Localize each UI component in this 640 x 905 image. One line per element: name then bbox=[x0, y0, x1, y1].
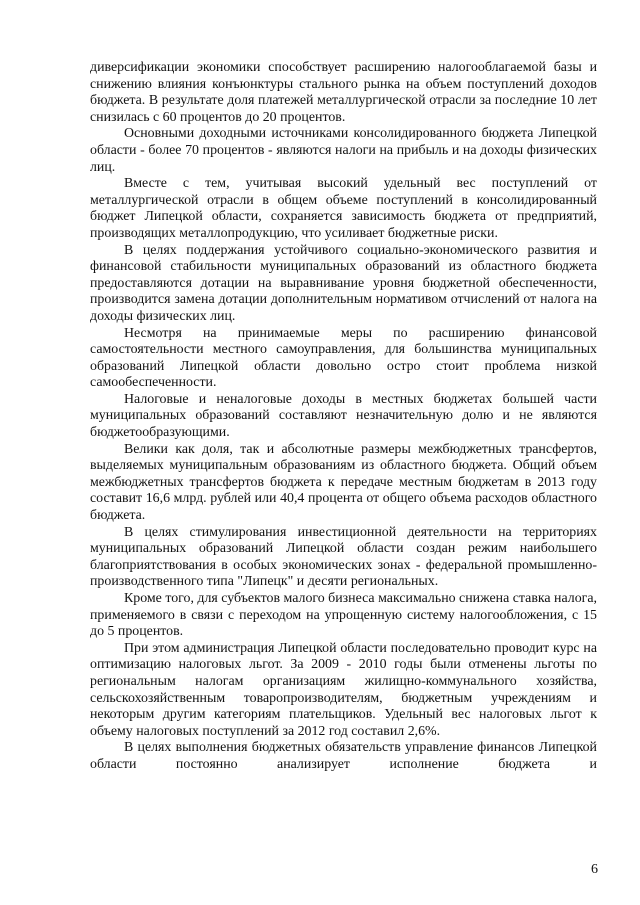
paragraph-9: Кроме того, для субъектов малого бизнеса максимально снижена ставка налога, применяемого в связи с переходом на упрощенную систему налогообложения, с 15 до 5 процентов. bbox=[90, 591, 597, 640]
paragraph-7: Велики как доля, так и абсолютные размеры межбюджетных трансфертов, выделяемых муниципальным образованиям из областного бюджета. Общий объем межбюджетных трансфертов бюджета к передаче местным бюджетам в 2013 году составит 16,6 млрд. рублей или 40,4 процента от общего объема расходов областного бюджета. bbox=[90, 441, 597, 524]
page-number: 6 bbox=[591, 862, 598, 877]
paragraph-8: В целях стимулирования инвестиционной деятельности на территориях муниципальных образований Липецкой области создан режим наибольшего благоприятствования в особых экономических зонах - федеральной промышленно-производственного типа "Липецк" и десяти региональных. bbox=[90, 524, 597, 590]
paragraph-4: В целях поддержания устойчивого социально-экономического развития и финансовой стабильности муниципальных образований из областного бюджета предоставляются дотации на выравнивание уровня бюджетной обеспеченности, производится замена дотации дополнительным нормативом отчислений от налога на доходы физических лиц. bbox=[90, 242, 597, 324]
paragraph-5: Несмотря на принимаемые меры по расширению финансовой самостоятельности местного самоуправления, для большинства муниципальных образований Липецкой области довольно остро стоит проблема низкой самообеспеченности. bbox=[90, 325, 597, 391]
paragraph-1: диверсификации экономики способствует расширению налогооблагаемой базы и снижению влияния конъюнктуры стального рынка на объем поступлений доходов бюджета. В результате доля платежей металлургической отрасли за последние 10 лет снизилась с 60 процентов до 20 процентов. bbox=[90, 60, 597, 125]
paragraph-6: Налоговые и неналоговые доходы в местных бюджетах большей части муниципальных образований составляют незначительную долю и не являются бюджетообразующими. bbox=[90, 391, 597, 441]
paragraph-11: В целях выполнения бюджетных обязательств управление финансов Липецкой области постоянно анализирует исполнение бюджета и bbox=[90, 740, 597, 772]
paragraph-3: Вместе с тем, учитывая высокий удельный вес поступлений от металлургической отрасли в общем объеме поступлений в консолидированный бюджет Липецкой области, сохраняется зависимость бюджета от предприятий, производящих металлопродукцию, что усиливает бюджетные риски. bbox=[90, 176, 597, 241]
paragraph-10: При этом администрация Липецкой области последовательно проводит курс на оптимизацию налоговых льгот. За 2009 - 2010 годы были отменены льготы по региональным налогам организациям жилищно-коммунального хозяйства, сельскохозяйственным товаропроизводителям, бюджетным учреждениям и некоторым другим категориям плательщиков. Удельный вес налоговых льгот к объему налоговых поступлений за 2012 год составил 2,6%. bbox=[90, 640, 597, 739]
paragraph-2: Основными доходными источниками консолидированного бюджета Липецкой области - более 70 процентов - являются налоги на прибыль и на доходы физических лиц. bbox=[90, 126, 597, 175]
document-page bbox=[90, 60, 597, 774]
